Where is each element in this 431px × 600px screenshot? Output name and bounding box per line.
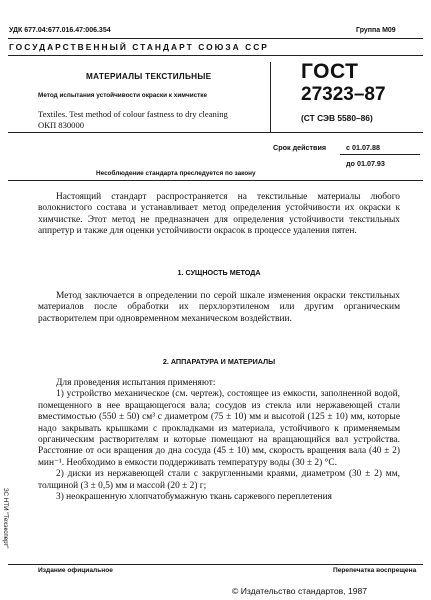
gost-label: ГОСТ [301,60,359,83]
document-subtitle-en: Textiles. Test method of colour fastness to dry cleaning [38,109,228,119]
footer-rule [8,564,423,565]
validity-bottom-rule [8,180,423,181]
section-2-body [38,378,400,503]
validity-to: до 01.07.93 [346,159,385,168]
title-rule [8,55,423,56]
top-rule [8,38,423,39]
gost-number: 27323–87 [301,84,386,105]
title-divider [270,62,271,132]
intro-paragraph [38,192,400,238]
section-2-heading: 2. АППАРАТУРА И МАТЕРИАЛЫ [162,357,276,366]
intro-text: Настоящий стандарт распространяется на текстильные материалы любого волокнистого состава и устанавливает метод определения устойчивости их окраски к химчистке. Этот метод не предназначен для определения устойчивости текстильных аппретур и также для оценки устойчивости окрасок в процессе удаления пятен. [38,192,400,237]
block-rule [8,132,423,133]
state-standard-title: ГОСУДАРСТВЕННЫЙ СТАНДАРТ СОЮЗА ССР [9,42,269,52]
side-stamp [0,488,9,598]
prosecution-note: Несоблюдение стандарта преследуется по закону [96,170,256,177]
section-2-item-3: 3) неокрашенную хлопчатобумажную ткань саржевого переплетения [56,492,332,503]
validity-from: с 01.07.88 [346,143,380,152]
document-title: МАТЕРИАЛЫ ТЕКСТИЛЬНЫЕ [86,72,212,81]
okp-code: ОКП 830000 [38,120,85,130]
section-1-body [38,291,400,325]
section-1-text: Метод заключается в определении по серой шкале изменения окраски текстильных материалов после обработки их перхлорэтиленом или другим органическим растворителем при одновременном механическом воздействии. [38,291,400,324]
section-2-item-2: 2) диски из нержавеющей стали с закругленными краями, диаметром (30 ± 2) мм, толщиной (3 ± 0,5) мм и массой (20 ± 2) г; [38,469,400,491]
group-code: Группа М09 [356,27,396,34]
section-2-item-1: 1) устройство механическое (см. чертеж), состоящее из емкости, заполненной водой, помещенного в нее вращающегося вала; сосудов из стекла или нержавеющей стали вместимостью (550 ± 50) см³ с диаметром (75 ± 10) мм и высотой (125 ± 10) мм, которые надо закрывать крышками с прокладками из материала, устойчивого к применяемым органическим растворителям и которые помещают на вращающийся вал устройства. Расстояние от оси вращения до дна сосуда (45 ± 10) мм, скорость вращения вала (40 ± 2) мин⁻¹. Необходимо в емкости поддерживать температуру воды (30 ± 2) °С. [38,389,400,468]
udk-code: УДК 677.04:677.016.47:006.354 [9,27,111,34]
document-subtitle-ru: Метод испытания устойчивости окраски к химчистке [38,92,208,99]
validity-label: Срок действия [273,143,327,152]
official-edition: Издание официальное [38,567,113,574]
validity-rule [340,154,420,155]
copyright: © Издательство стандартов, 1987 [232,586,368,596]
reprint-prohibited: Перепечатка воспрещена [333,567,417,574]
side-stamp-text: ЗС НТИ "Техэксперт" [2,488,9,549]
section-1-heading: 1. СУЩНОСТЬ МЕТОДА [177,268,261,277]
section-2-lead: Для проведения испытания применяют: [56,378,216,388]
st-sev-number: (СТ СЭВ 5580–86) [301,113,373,123]
